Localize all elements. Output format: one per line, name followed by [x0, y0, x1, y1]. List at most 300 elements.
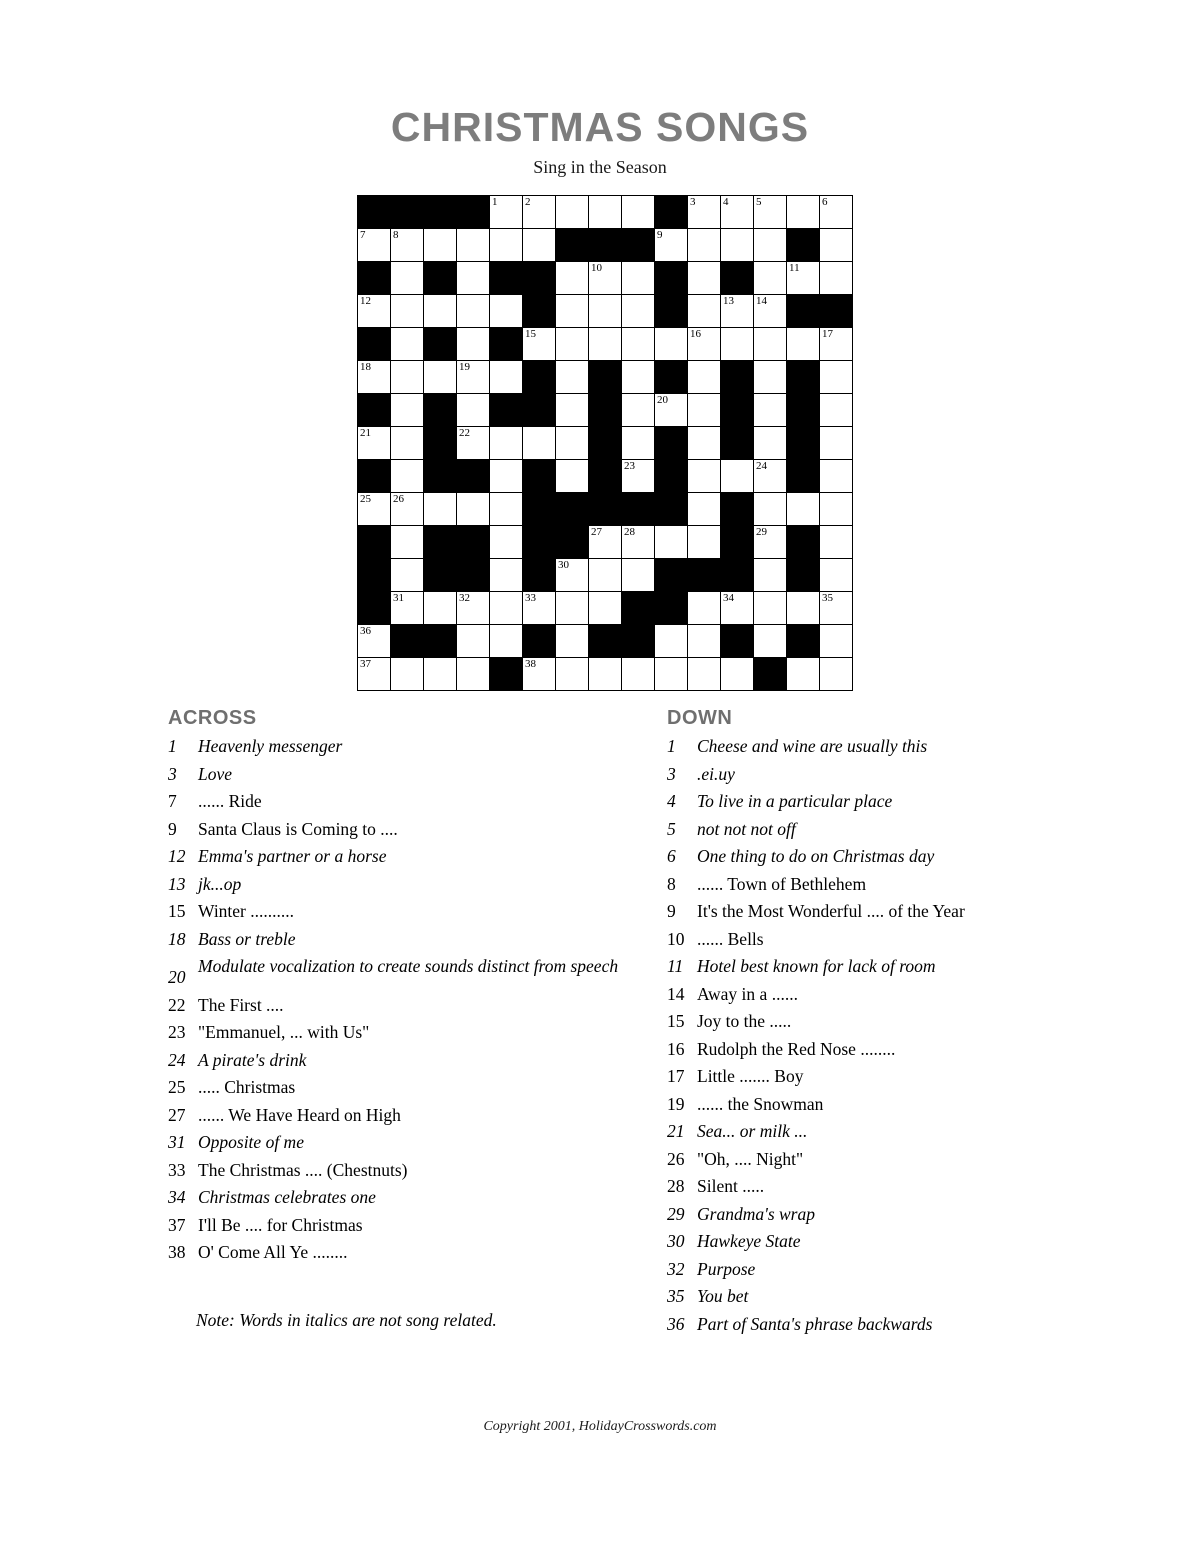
across-clue-text: ...... Ride — [198, 791, 262, 811]
down-clue-number: 29 — [667, 1203, 685, 1224]
grid-cell[interactable] — [424, 295, 457, 328]
across-clue-number: 24 — [168, 1049, 186, 1070]
grid-cell[interactable] — [424, 658, 457, 691]
across-clue-number: 33 — [168, 1159, 186, 1180]
across-clue-text: A pirate's drink — [198, 1049, 307, 1070]
grid-cell[interactable] — [457, 328, 490, 361]
grid-cell[interactable] — [754, 262, 787, 295]
grid-cell[interactable] — [820, 262, 853, 295]
grid-cell[interactable] — [358, 295, 391, 328]
grid-cell-number: 32 — [459, 592, 470, 604]
grid-cell[interactable] — [787, 196, 820, 229]
across-clue — [168, 995, 668, 1016]
across-clue-number: 31 — [168, 1132, 186, 1152]
down-clue-text: Joy to the ..... — [697, 1011, 792, 1031]
down-clue-number: 36 — [667, 1313, 685, 1334]
across-clue — [168, 1050, 668, 1071]
grid-cell[interactable] — [721, 196, 754, 229]
grid-cell[interactable] — [688, 328, 721, 361]
grid-cell[interactable] — [820, 526, 853, 559]
grid-cell-block — [523, 460, 556, 493]
down-clue — [667, 929, 1167, 950]
grid-cell[interactable] — [754, 229, 787, 262]
grid-cell[interactable] — [358, 229, 391, 262]
grid-cell[interactable] — [358, 658, 391, 691]
down-clue-text: Rudolph the Red Nose ........ — [697, 1038, 896, 1059]
grid-cell-number: 31 — [393, 592, 404, 604]
grid-cell[interactable] — [490, 559, 523, 592]
grid-cell[interactable] — [457, 229, 490, 262]
grid-cell[interactable] — [457, 493, 490, 526]
grid-cell[interactable] — [457, 427, 490, 460]
grid-cell[interactable] — [622, 658, 655, 691]
grid-cell[interactable] — [358, 625, 391, 658]
grid-cell[interactable] — [655, 394, 688, 427]
grid-cell[interactable] — [424, 229, 457, 262]
down-clue-number: 21 — [667, 1121, 685, 1141]
grid-cell[interactable] — [820, 658, 853, 691]
across-clue — [168, 846, 668, 867]
grid-cell-block — [424, 526, 457, 559]
grid-cell[interactable] — [820, 493, 853, 526]
grid-cell-number: 4 — [723, 196, 729, 208]
grid-cell[interactable] — [358, 493, 391, 526]
grid-cell-block — [391, 625, 424, 658]
down-clue-number: 8 — [667, 873, 676, 894]
grid-cell[interactable] — [391, 592, 424, 625]
grid-cell[interactable] — [754, 625, 787, 658]
grid-cell[interactable] — [556, 559, 589, 592]
down-clue-number: 30 — [667, 1231, 685, 1251]
grid-cell-block — [490, 328, 523, 361]
grid-cell-block — [391, 196, 424, 229]
italics-note: Note: Words in italics are not song related. — [196, 1310, 497, 1330]
grid-cell[interactable] — [589, 658, 622, 691]
grid-cell-block — [424, 196, 457, 229]
grid-cell-number: 36 — [360, 625, 371, 637]
grid-cell-block — [589, 493, 622, 526]
grid-cell[interactable] — [721, 460, 754, 493]
across-clue-number: 34 — [168, 1187, 186, 1207]
down-clue — [667, 819, 1167, 840]
grid-cell[interactable] — [622, 394, 655, 427]
across-clue-number: 37 — [168, 1214, 186, 1235]
grid-cell[interactable] — [688, 229, 721, 262]
grid-cell[interactable] — [556, 295, 589, 328]
grid-cell[interactable] — [754, 526, 787, 559]
grid-cell-block — [721, 559, 754, 592]
grid-cell-block — [655, 493, 688, 526]
across-clue — [168, 1077, 668, 1098]
across-clue-number: 12 — [168, 846, 186, 866]
grid-cell[interactable] — [391, 460, 424, 493]
grid-cell-block — [490, 658, 523, 691]
down-clue — [667, 874, 1167, 895]
grid-cell[interactable] — [688, 625, 721, 658]
grid-cell[interactable] — [424, 592, 457, 625]
grid-cell[interactable] — [688, 460, 721, 493]
grid-cell[interactable] — [490, 526, 523, 559]
grid-row — [358, 493, 853, 526]
grid-cell[interactable] — [589, 526, 622, 559]
grid-cell[interactable] — [457, 262, 490, 295]
grid-cell[interactable] — [688, 658, 721, 691]
grid-cell[interactable] — [754, 493, 787, 526]
grid-cell[interactable] — [721, 592, 754, 625]
grid-cell[interactable] — [820, 625, 853, 658]
grid-cell-block — [358, 592, 391, 625]
grid-cell[interactable] — [688, 361, 721, 394]
grid-cell-block — [424, 328, 457, 361]
grid-cell-number: 18 — [360, 361, 371, 373]
grid-cell[interactable] — [655, 229, 688, 262]
down-clue — [667, 1121, 1167, 1142]
grid-cell-block — [424, 460, 457, 493]
grid-cell-block — [424, 559, 457, 592]
down-clue-number: 5 — [667, 818, 676, 839]
grid-cell[interactable] — [721, 229, 754, 262]
grid-cell[interactable] — [688, 592, 721, 625]
grid-cell-block — [787, 295, 820, 328]
across-clue — [168, 1215, 668, 1236]
across-clue-text: Emma's partner or a horse — [198, 846, 387, 866]
down-clue-number: 9 — [667, 901, 676, 921]
grid-cell-number: 28 — [624, 526, 635, 538]
grid-cell[interactable] — [490, 427, 523, 460]
down-clue — [667, 1011, 1167, 1032]
down-heading: DOWN — [667, 707, 733, 729]
grid-cell[interactable] — [787, 493, 820, 526]
grid-cell[interactable] — [688, 526, 721, 559]
grid-cell-block — [358, 328, 391, 361]
down-clue — [667, 1204, 1167, 1225]
grid-cell-number: 2 — [525, 196, 531, 208]
grid-cell[interactable] — [688, 427, 721, 460]
grid-cell-block — [523, 361, 556, 394]
grid-cell[interactable] — [391, 229, 424, 262]
down-clue-number: 35 — [667, 1286, 685, 1306]
grid-cell[interactable] — [688, 262, 721, 295]
grid-cell[interactable] — [622, 559, 655, 592]
grid-cell-block — [589, 229, 622, 262]
grid-cell[interactable] — [391, 493, 424, 526]
grid-cell[interactable] — [523, 592, 556, 625]
grid-cell-block — [655, 460, 688, 493]
grid-cell[interactable] — [556, 658, 589, 691]
grid-cell[interactable] — [490, 592, 523, 625]
grid-row — [358, 625, 853, 658]
grid-cell-number: 29 — [756, 526, 767, 538]
grid-cell-block — [787, 361, 820, 394]
grid-cell-number: 38 — [525, 658, 536, 670]
grid-cell[interactable] — [754, 361, 787, 394]
grid-cell-number: 17 — [822, 328, 833, 340]
grid-cell[interactable] — [358, 361, 391, 394]
across-clue — [168, 736, 668, 757]
grid-cell[interactable] — [622, 460, 655, 493]
grid-cell-block — [622, 229, 655, 262]
grid-cell-number: 14 — [756, 295, 767, 307]
across-clue-number: 15 — [168, 901, 186, 921]
grid-cell[interactable] — [787, 328, 820, 361]
down-clue — [667, 736, 1167, 757]
down-clue — [667, 1066, 1167, 1087]
grid-cell[interactable] — [391, 427, 424, 460]
grid-cell[interactable] — [589, 592, 622, 625]
grid-cell-number: 8 — [393, 229, 399, 241]
grid-cell[interactable] — [655, 625, 688, 658]
across-clue — [168, 929, 668, 950]
grid-cell-block — [358, 196, 391, 229]
down-clue — [667, 984, 1167, 1005]
down-clue-number: 19 — [667, 1093, 685, 1114]
grid-cell-block — [424, 427, 457, 460]
grid-cell[interactable] — [820, 559, 853, 592]
grid-cell[interactable] — [490, 229, 523, 262]
grid-cell-block — [622, 493, 655, 526]
grid-cell[interactable] — [523, 427, 556, 460]
grid-cell-number: 9 — [657, 229, 663, 241]
grid-cell-number: 26 — [393, 493, 404, 505]
grid-cell-number: 37 — [360, 658, 371, 670]
down-clue-number: 16 — [667, 1038, 685, 1059]
grid-cell[interactable] — [457, 361, 490, 394]
grid-cell[interactable] — [820, 427, 853, 460]
grid-cell[interactable] — [391, 394, 424, 427]
grid-cell-block — [787, 229, 820, 262]
grid-cell[interactable] — [490, 460, 523, 493]
grid-cell[interactable] — [589, 196, 622, 229]
grid-cell-block — [457, 559, 490, 592]
across-clue — [168, 1132, 668, 1153]
grid-cell-block — [490, 394, 523, 427]
grid-cell-block — [721, 526, 754, 559]
copyright-line: Copyright 2001, HolidayCrosswords.com — [483, 1419, 717, 1434]
across-clue-text: O' Come All Ye ........ — [198, 1242, 348, 1262]
down-clue-text: Little ....... Boy — [697, 1066, 804, 1086]
down-clue — [667, 1231, 1167, 1252]
grid-cell[interactable] — [787, 262, 820, 295]
grid-cell[interactable] — [391, 559, 424, 592]
down-clue — [667, 956, 1167, 977]
grid-cell[interactable] — [457, 394, 490, 427]
grid-cell[interactable] — [754, 460, 787, 493]
grid-cell-number: 15 — [525, 328, 536, 340]
across-clue-number: 1 — [168, 736, 177, 756]
page-subtitle: Sing in the Season — [533, 157, 667, 177]
grid-cell[interactable] — [523, 658, 556, 691]
grid-cell-block — [457, 460, 490, 493]
grid-cell[interactable] — [391, 328, 424, 361]
grid-cell[interactable] — [688, 295, 721, 328]
grid-cell[interactable] — [391, 361, 424, 394]
across-clue-number: 13 — [168, 873, 186, 894]
grid-row — [358, 427, 853, 460]
grid-cell[interactable] — [523, 328, 556, 361]
grid-cell[interactable] — [721, 295, 754, 328]
grid-cell-block — [424, 394, 457, 427]
grid-cell-block — [721, 625, 754, 658]
grid-cell[interactable] — [820, 196, 853, 229]
grid-cell[interactable] — [556, 625, 589, 658]
grid-cell-block — [655, 559, 688, 592]
grid-cell[interactable] — [754, 295, 787, 328]
down-clue — [667, 1314, 1167, 1335]
across-clue-number: 20 — [168, 967, 186, 987]
across-clue — [168, 1242, 668, 1263]
grid-cell[interactable] — [457, 295, 490, 328]
grid-cell-block — [556, 493, 589, 526]
across-clue — [168, 1105, 668, 1126]
grid-cell[interactable] — [358, 427, 391, 460]
grid-cell[interactable] — [556, 328, 589, 361]
across-clue-list — [168, 736, 668, 1270]
grid-cell[interactable] — [589, 328, 622, 361]
grid-cell[interactable] — [655, 658, 688, 691]
grid-cell[interactable] — [391, 658, 424, 691]
grid-row — [358, 328, 853, 361]
across-clue-text: The Christmas .... (Chestnuts) — [198, 1159, 408, 1180]
across-clue-text: Bass or treble — [198, 928, 296, 949]
crossword-grid-table[interactable] — [357, 195, 853, 691]
grid-cell[interactable] — [820, 394, 853, 427]
grid-cell[interactable] — [688, 493, 721, 526]
grid-cell[interactable] — [787, 592, 820, 625]
grid-cell[interactable] — [556, 460, 589, 493]
grid-cell[interactable] — [457, 625, 490, 658]
grid-cell[interactable] — [622, 196, 655, 229]
across-clue-text: ..... Christmas — [198, 1077, 296, 1097]
down-clue — [667, 1286, 1167, 1307]
grid-cell-number: 20 — [657, 394, 668, 406]
grid-cell[interactable] — [820, 592, 853, 625]
down-clue — [667, 901, 1167, 922]
across-clue-number: 38 — [168, 1242, 186, 1262]
down-clue-number: 1 — [667, 736, 676, 756]
grid-cell[interactable] — [754, 394, 787, 427]
grid-cell[interactable] — [721, 328, 754, 361]
grid-cell[interactable] — [688, 394, 721, 427]
grid-cell-block — [490, 262, 523, 295]
down-clue-text: Hawkeye State — [697, 1231, 801, 1251]
across-clue-number: 3 — [168, 763, 177, 784]
grid-cell[interactable] — [754, 427, 787, 460]
down-clue-text: ...... Town of Bethlehem — [697, 873, 867, 894]
grid-cell[interactable] — [556, 196, 589, 229]
grid-cell[interactable] — [622, 526, 655, 559]
down-clue — [667, 1259, 1167, 1280]
grid-cell-block — [457, 196, 490, 229]
grid-cell[interactable] — [622, 262, 655, 295]
across-clue-text: jk...op — [198, 873, 242, 894]
grid-cell-block — [655, 427, 688, 460]
down-clue — [667, 1039, 1167, 1060]
down-clue-text: .ei.uy — [697, 763, 735, 784]
grid-cell[interactable] — [655, 328, 688, 361]
grid-cell-block — [523, 526, 556, 559]
grid-cell[interactable] — [424, 361, 457, 394]
grid-cell[interactable] — [490, 625, 523, 658]
grid-cell[interactable] — [622, 295, 655, 328]
grid-cell[interactable] — [754, 196, 787, 229]
grid-cell-number: 33 — [525, 592, 536, 604]
grid-cell[interactable] — [589, 295, 622, 328]
down-clue-text: ...... Bells — [697, 928, 764, 949]
across-clue — [168, 1022, 668, 1043]
grid-cell[interactable] — [754, 559, 787, 592]
grid-cell[interactable] — [490, 295, 523, 328]
grid-cell-block — [523, 394, 556, 427]
grid-cell[interactable] — [523, 196, 556, 229]
grid-cell[interactable] — [754, 328, 787, 361]
crossword-grid[interactable] — [357, 195, 853, 691]
grid-cell-block — [358, 262, 391, 295]
grid-cell[interactable] — [589, 262, 622, 295]
grid-cell[interactable] — [688, 196, 721, 229]
grid-cell[interactable] — [787, 658, 820, 691]
grid-cell[interactable] — [655, 526, 688, 559]
across-clue — [168, 764, 668, 785]
grid-cell[interactable] — [556, 427, 589, 460]
grid-cell[interactable] — [523, 229, 556, 262]
grid-cell[interactable] — [820, 361, 853, 394]
grid-cell[interactable] — [391, 526, 424, 559]
grid-cell-block — [721, 361, 754, 394]
down-clue — [667, 1149, 1167, 1170]
grid-cell-block — [787, 559, 820, 592]
across-clue-text: Heavenly messenger — [198, 736, 343, 756]
grid-cell[interactable] — [622, 427, 655, 460]
across-clue-text: Modulate vocalization to create sounds distinct from speech — [198, 956, 619, 976]
grid-cell-block — [721, 493, 754, 526]
grid-cell-block — [424, 625, 457, 658]
grid-cell-block — [556, 229, 589, 262]
grid-cell[interactable] — [457, 658, 490, 691]
grid-cell[interactable] — [391, 295, 424, 328]
grid-cell[interactable] — [490, 361, 523, 394]
grid-cell[interactable] — [754, 592, 787, 625]
grid-row — [358, 394, 853, 427]
grid-cell[interactable] — [556, 394, 589, 427]
grid-cell-block — [688, 559, 721, 592]
across-clue-text: I'll Be .... for Christmas — [198, 1214, 363, 1235]
grid-cell-number: 24 — [756, 460, 767, 472]
grid-cell[interactable] — [424, 493, 457, 526]
grid-cell[interactable] — [457, 592, 490, 625]
grid-cell[interactable] — [490, 196, 523, 229]
grid-cell-number: 12 — [360, 295, 371, 307]
grid-cell-block — [787, 427, 820, 460]
grid-cell[interactable] — [622, 361, 655, 394]
grid-cell[interactable] — [622, 328, 655, 361]
grid-cell[interactable] — [391, 262, 424, 295]
grid-cell[interactable] — [556, 592, 589, 625]
grid-cell-block — [787, 394, 820, 427]
grid-cell[interactable] — [820, 328, 853, 361]
down-clue-number: 6 — [667, 846, 676, 866]
grid-cell[interactable] — [721, 658, 754, 691]
grid-cell[interactable] — [556, 262, 589, 295]
grid-cell-block — [589, 625, 622, 658]
grid-cell[interactable] — [589, 559, 622, 592]
grid-cell[interactable] — [556, 361, 589, 394]
grid-cell[interactable] — [490, 493, 523, 526]
grid-cell-block — [523, 625, 556, 658]
grid-cell[interactable] — [820, 229, 853, 262]
grid-cell[interactable] — [820, 460, 853, 493]
grid-cell-number: 6 — [822, 196, 828, 208]
down-clue — [667, 764, 1167, 785]
